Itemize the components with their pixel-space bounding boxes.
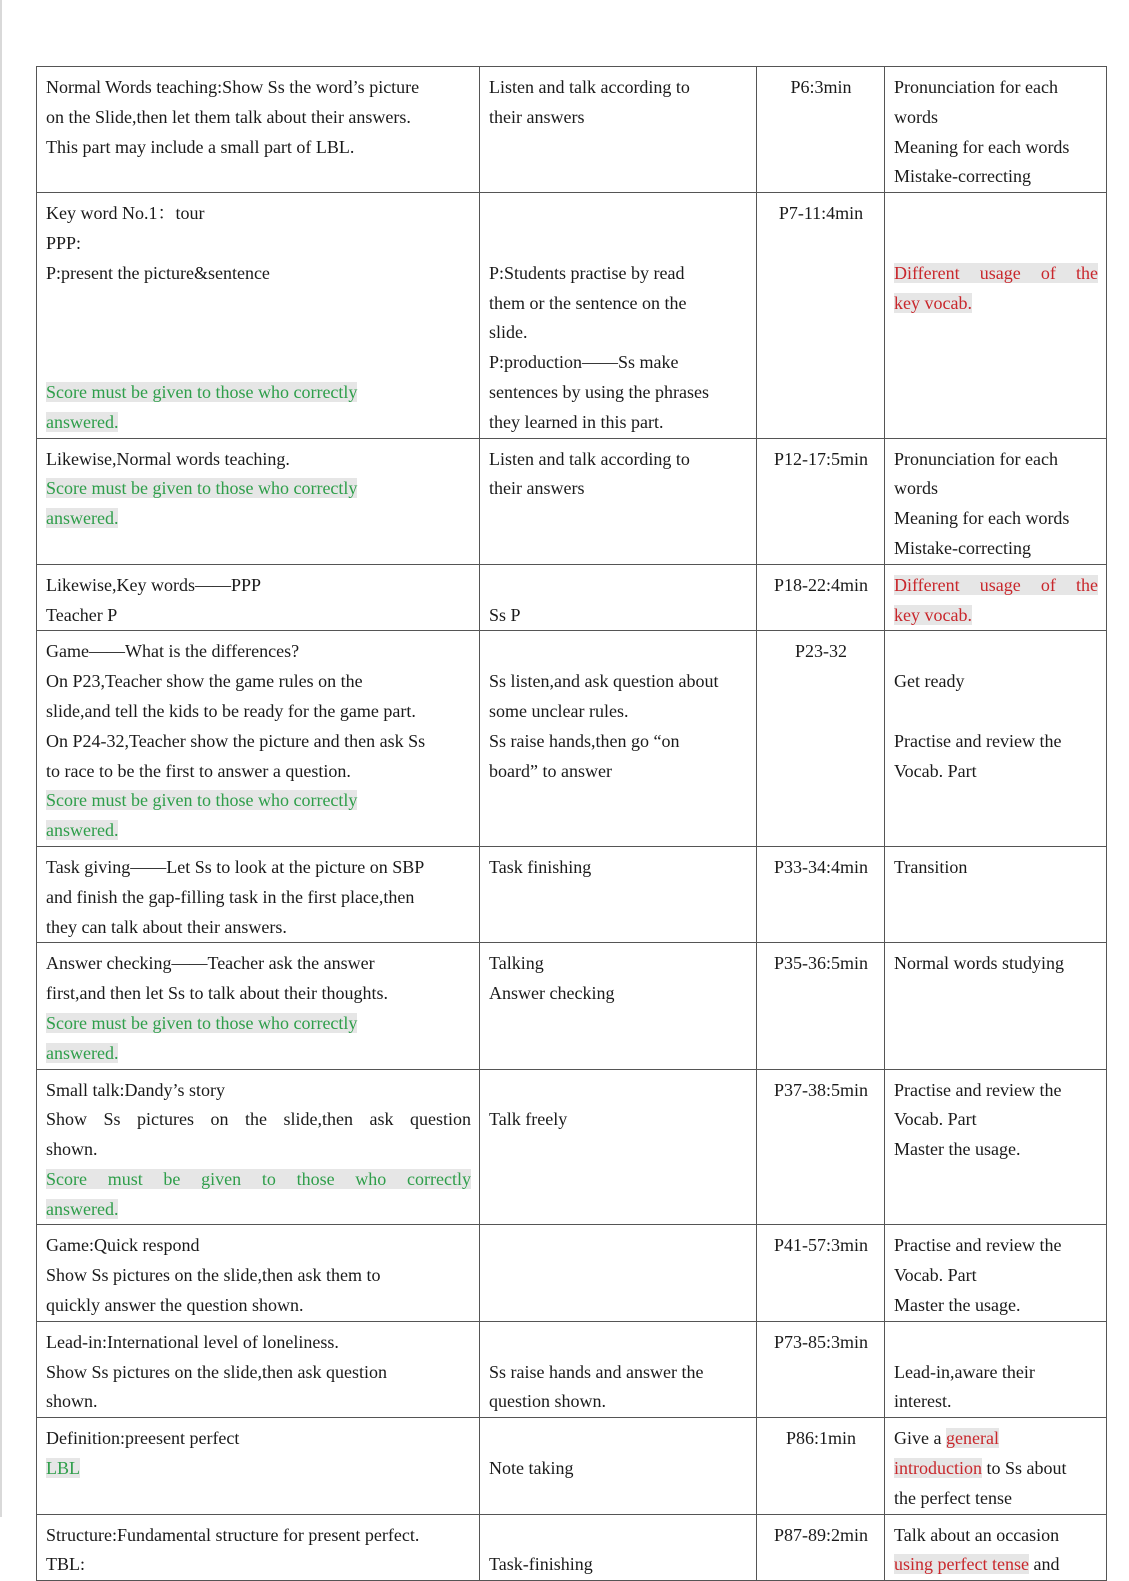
time-cell: P23-32 — [757, 631, 885, 847]
key-aim-highlight: key vocab. — [894, 292, 972, 313]
time-cell: P6:3min — [757, 67, 885, 193]
student-cell: Task finishing — [480, 846, 757, 942]
table-row — [37, 943, 1107, 1069]
table-row — [37, 193, 1107, 438]
table-row — [37, 438, 1107, 564]
student-cell: Note taking — [480, 1418, 757, 1514]
activity-cell: Game:Quick respond Show Ss pictures on the slide,then ask them to quickly answer the question shown. — [37, 1225, 480, 1321]
activity-cell: Structure:Fundamental structure for present perfect. TBL: — [37, 1514, 480, 1581]
table-row — [37, 631, 1107, 847]
activity-cell: Normal Words teaching:Show Ss the word’s picture on the Slide,then let them talk about their answers. This part may include a small part of LBL. — [37, 67, 480, 193]
student-cell: Listen and talk according to their answers — [480, 438, 757, 564]
time-cell: P86:1min — [757, 1418, 885, 1514]
score-note: answered. — [46, 411, 119, 432]
activity-cell: Definition:preesent perfect LBL — [37, 1418, 480, 1514]
aim-cell: Normal words studying — [885, 943, 1107, 1069]
activity-cell: Task giving——Let Ss to look at the picture on SBP and finish the gap-filling task in the first place,then they can talk about their answers. — [37, 846, 480, 942]
key-aim-highlight: Different usage of the — [894, 574, 1098, 595]
page-edge — [0, 0, 2, 1517]
aim-cell: Transition — [885, 846, 1107, 942]
score-note: Score must be given to those who correctly — [46, 381, 358, 402]
aim-cell: Lead-in,aware their interest. — [885, 1321, 1107, 1417]
score-note: answered. — [46, 820, 119, 841]
score-note: answered. — [46, 508, 119, 529]
student-cell: Listen and talk according to their answers — [480, 67, 757, 193]
lesson-plan-table — [36, 66, 1107, 1581]
aim-cell — [885, 564, 1107, 631]
aim-cell: Give a general introduction to Ss about the perfect tense — [885, 1418, 1107, 1514]
table-row — [37, 1069, 1107, 1225]
aim-cell: Pronunciation for each words Meaning for each words Mistake-correcting — [885, 438, 1107, 564]
time-cell: P37-38:5min — [757, 1069, 885, 1225]
lbl-label: LBL — [46, 1458, 80, 1479]
aim-cell: Practise and review the Vocab. Part Master the usage. — [885, 1069, 1107, 1225]
score-note: Score must be given to those who correctly — [46, 790, 358, 811]
student-cell: Ss raise hands and answer the question shown. — [480, 1321, 757, 1417]
table-row — [37, 1321, 1107, 1417]
time-cell: P73-85:3min — [757, 1321, 885, 1417]
time-cell: P87-89:2min — [757, 1514, 885, 1581]
student-cell: Ss P — [480, 564, 757, 631]
activity-cell: Likewise,Normal words teaching. Score must be given to those who correctly answered. — [37, 438, 480, 564]
table-row — [37, 1225, 1107, 1321]
aim-cell: Practise and review the Vocab. Part Master the usage. — [885, 1225, 1107, 1321]
time-cell: P41-57:3min — [757, 1225, 885, 1321]
key-aim-highlight: general — [945, 1428, 999, 1449]
aim-cell: Get ready Practise and review the Vocab. Part — [885, 631, 1107, 847]
activity-cell: Lead-in:International level of loneliness. Show Ss pictures on the slide,then ask question shown. — [37, 1321, 480, 1417]
activity-cell: Game——What is the differences? On P23,Teacher show the game rules on the slide,and tell the kids to be ready for the game part. On P24-32,Teacher show the picture and then ask Ss to race to be the first to answer a question. Score must be given to those who correctly answered. — [37, 631, 480, 847]
key-aim-highlight: Different usage of the — [894, 262, 1098, 283]
table-row — [37, 67, 1107, 193]
activity-cell: Key word No.1：tour PPP: P:present the picture&sentence Score must be given to those who correctly answered. — [37, 193, 480, 438]
student-cell: Talking Answer checking — [480, 943, 757, 1069]
score-note: Score must be given to those who correctly — [46, 478, 358, 499]
time-cell: P33-34:4min — [757, 846, 885, 942]
aim-cell: Pronunciation for each words Meaning for each words Mistake-correcting — [885, 67, 1107, 193]
time-cell: P12-17:5min — [757, 438, 885, 564]
student-cell: P:Students practise by read them or the sentence on the slide. P:production——Ss make sentences by using the phrases they learned in this part. — [480, 193, 757, 438]
student-cell: Task-finishing — [480, 1514, 757, 1581]
key-aim-highlight: key vocab. — [894, 604, 972, 625]
score-note: answered. — [46, 1042, 119, 1063]
student-cell: Ss listen,and ask question about some unclear rules. Ss raise hands,then go “on board” to answer — [480, 631, 757, 847]
key-aim-highlight: introduction — [894, 1458, 982, 1479]
aim-cell: Talk about an occasion using perfect tense and — [885, 1514, 1107, 1581]
activity-cell: Answer checking——Teacher ask the answer first,and then let Ss to talk about their thoughts. Score must be given to those who correctly answered. — [37, 943, 480, 1069]
table-row — [37, 1514, 1107, 1581]
score-note: Score must be given to those who correctly — [46, 1012, 358, 1033]
time-cell: P7-11:4min — [757, 193, 885, 438]
table-row — [37, 564, 1107, 631]
score-note: Score must be given to those who correctly — [46, 1168, 471, 1189]
aim-cell — [885, 193, 1107, 438]
key-aim-highlight: using perfect tense — [894, 1554, 1029, 1575]
student-cell: Talk freely — [480, 1069, 757, 1225]
table-row — [37, 846, 1107, 942]
time-cell: P35-36:5min — [757, 943, 885, 1069]
score-note: answered. — [46, 1198, 119, 1219]
table-row — [37, 1418, 1107, 1514]
activity-cell: Likewise,Key words——PPP Teacher P — [37, 564, 480, 631]
activity-cell: Small talk:Dandy’s story Show Ss pictures on the slide,then ask question shown. Score must be given to those who correctly answered. — [37, 1069, 480, 1225]
student-cell — [480, 1225, 757, 1321]
time-cell: P18-22:4min — [757, 564, 885, 631]
